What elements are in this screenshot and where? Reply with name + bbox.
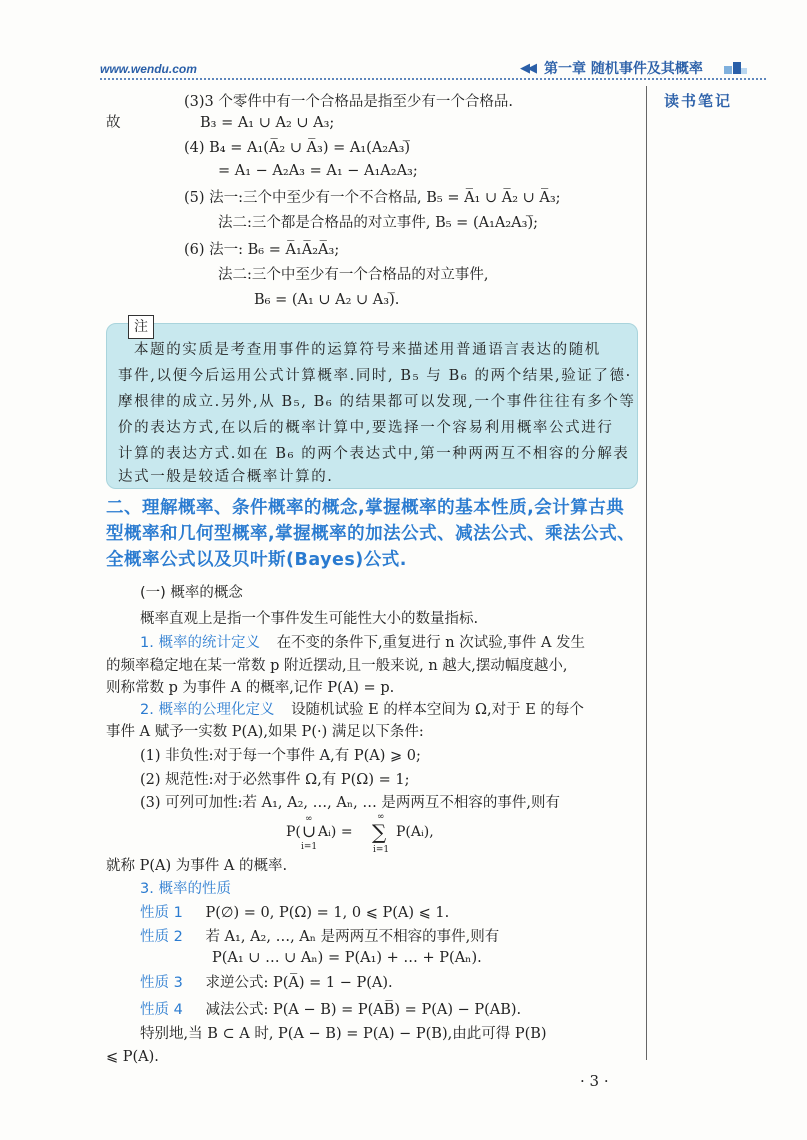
formula-line: (4) B₄ = A₁(A̅₂ ∪ A̅₃) = A₁(A₂A₃)̅ bbox=[184, 140, 411, 156]
property-label: 性质 3 bbox=[140, 975, 183, 991]
property-text: 减法公式: P(A − B) = P(AB̅) = P(A) − P(AB). bbox=[205, 1002, 522, 1018]
note-line: 达式一般是较适合概率计算的. bbox=[118, 469, 334, 485]
text-line: 特别地,当 B ⊂ A 时, P(A − B) = P(A) − P(B),由此可得 P(B) bbox=[140, 1026, 547, 1042]
property-label: 性质 1 bbox=[140, 905, 183, 921]
note-line: 事件,以便今后运用公式计算概率.同时, B₅ 与 B₆ 的两个结果,验证了德· bbox=[118, 368, 632, 384]
formula-part: Aᵢ) = bbox=[318, 824, 353, 840]
margin-divider bbox=[646, 86, 647, 1060]
text-line: 事件 A 赋予一实数 P(A),如果 P(·) 满足以下条件: bbox=[106, 724, 424, 740]
formula-part: i=1 bbox=[373, 845, 390, 855]
site-url: www.wendu.com bbox=[100, 62, 197, 76]
note-line: 摩根律的成立.另外,从 B₅, B₆ 的结果都可以发现,一个事件往往有多个等 bbox=[118, 394, 636, 410]
text-line: ⩽ P(A). bbox=[106, 1049, 159, 1065]
text-line: 故 bbox=[106, 115, 121, 131]
property-text: P(∅) = 0, P(Ω) = 1, 0 ⩽ P(A) ⩽ 1. bbox=[205, 905, 450, 921]
formula-line: = A₁ − A₂A₃ = A₁ − A₁A₂A₃; bbox=[218, 163, 418, 179]
subsection-title: 3. 概率的性质 bbox=[140, 881, 231, 897]
condition-item: (3) 可列可加性:若 A₁, A₂, …, Aₙ, … 是两两互不相容的事件,则有 bbox=[140, 795, 561, 811]
formula-line: (5) 法一:三个中至少有一个不合格品, B₅ = A̅₁ ∪ A̅₂ ∪ A̅₃; bbox=[184, 190, 561, 206]
formula-part: P( bbox=[286, 824, 301, 840]
property-text: 求逆公式: P(A̅) = 1 − P(A). bbox=[205, 975, 393, 991]
section-heading: 型概率和几何型概率,掌握概率的加法公式、减法公式、乘法公式、 bbox=[106, 524, 636, 544]
formula-part: ∪ bbox=[302, 822, 317, 842]
text-line: 则称常数 p 为事件 A 的概率,记作 P(A) = p. bbox=[106, 680, 395, 696]
header-rule bbox=[100, 78, 767, 80]
section-heading: 二、理解概率、条件概率的概念,掌握概率的基本性质,会计算古典 bbox=[106, 498, 625, 518]
property-label: 性质 4 bbox=[140, 1002, 183, 1018]
formula-line: 法二:三个都是合格品的对立事件, B₅ = (A₁A₂A₃)̅; bbox=[218, 215, 538, 231]
note-tag: 注 bbox=[128, 315, 154, 339]
property-formula: P(A₁ ∪ … ∪ Aₙ) = P(A₁) + … + P(Aₙ). bbox=[212, 950, 482, 966]
text-line: (3)3 个零件中有一个合格品是指至少有一个合格品. bbox=[184, 94, 513, 110]
text-line: 的频率稳定地在某一常数 p 附近摆动,且一般来说, n 越大,摆动幅度越小, bbox=[106, 658, 568, 674]
formula-part: ∑ bbox=[372, 820, 387, 844]
reading-notes-label: 读书笔记 bbox=[664, 92, 733, 110]
formula-line: B₆ = (A₁ ∪ A₂ ∪ A₃)̅. bbox=[254, 292, 400, 308]
chapter-header bbox=[520, 58, 703, 78]
text-line: 法二:三个中至少有一个合格品的对立事件, bbox=[218, 267, 489, 283]
page-number: · 3 · bbox=[580, 1072, 609, 1090]
formula-part: ∞ bbox=[305, 814, 313, 824]
definition-label: 1. 概率的统计定义 bbox=[140, 635, 260, 651]
formula-part: P(Aᵢ), bbox=[396, 824, 434, 840]
chapter-title: 第一章 随机事件及其概率 bbox=[544, 61, 703, 77]
text-line: 概率直观上是指一个事件发生可能性大小的数量指标. bbox=[140, 611, 479, 627]
subsection-title: (一) 概率的概念 bbox=[140, 585, 243, 601]
condition-item: (2) 规范性:对于必然事件 Ω,有 P(Ω) = 1; bbox=[140, 772, 410, 788]
blocks-icon bbox=[722, 58, 748, 78]
condition-item: (1) 非负性:对于每一个事件 A,有 P(A) ⩾ 0; bbox=[140, 748, 421, 764]
note-line: 本题的实质是考查用事件的运算符号来描述用普通语言表达的随机 bbox=[134, 342, 601, 358]
formula-part: ∞ bbox=[377, 812, 385, 822]
section-heading: 全概率公式以及贝叶斯(Bayes)公式. bbox=[106, 550, 407, 570]
text-line: 设随机试验 E 的样本空间为 Ω,对于 E 的每个 bbox=[291, 702, 584, 718]
note-line: 计算的表达方式.如在 B₆ 的两个表达式中,第一种两两互不相容的分解表 bbox=[118, 446, 630, 462]
text-line: 在不变的条件下,重复进行 n 次试验,事件 A 发生 bbox=[276, 635, 586, 651]
formula-part: i=1 bbox=[301, 842, 318, 852]
back-arrows-icon: ◀◀ bbox=[520, 60, 534, 76]
property-text: 若 A₁, A₂, …, Aₙ 是两两互不相容的事件,则有 bbox=[205, 929, 500, 945]
property-label: 性质 2 bbox=[140, 929, 183, 945]
formula-line: B₃ = A₁ ∪ A₂ ∪ A₃; bbox=[200, 115, 335, 131]
note-line: 价的表达方式,在以后的概率计算中,要选择一个容易利用概率公式进行 bbox=[118, 420, 614, 436]
formula-line: (6) 法一: B₆ = A̅₁A̅₂A̅₃; bbox=[184, 242, 340, 258]
definition-label: 2. 概率的公理化定义 bbox=[140, 702, 275, 718]
text-line: 就称 P(A) 为事件 A 的概率. bbox=[106, 858, 288, 874]
